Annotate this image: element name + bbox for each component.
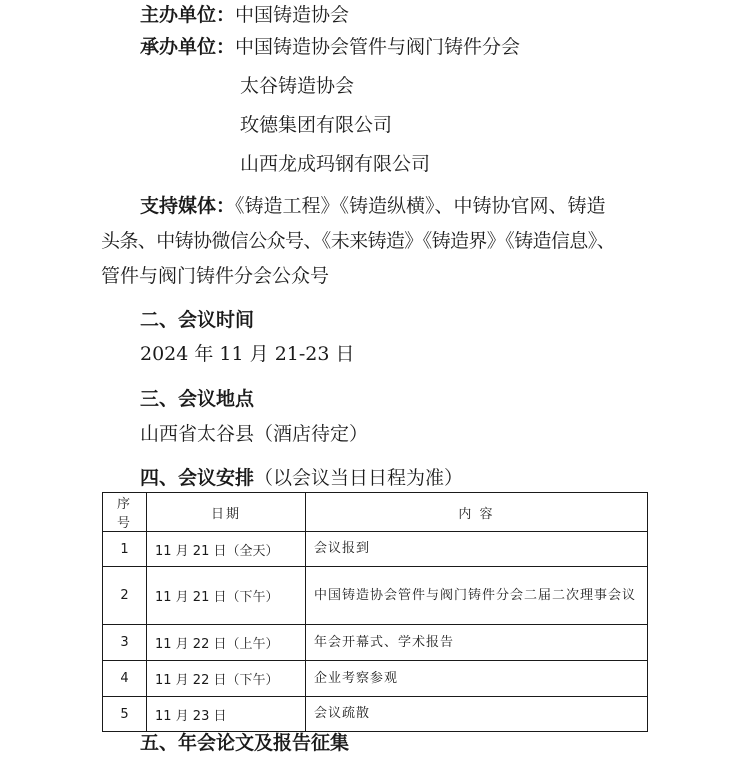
table-row — [103, 567, 648, 625]
meeting-date: 2024 年 11 月 21-23 日 — [140, 343, 355, 365]
row-content: 会议疏散 — [306, 697, 648, 732]
row-date: 11 月 22 日（上午） — [147, 625, 306, 661]
row-date: 11 月 21 日（下午） — [147, 567, 306, 625]
row-content: 会议报到 — [306, 532, 648, 567]
row-no: 4 — [103, 661, 147, 697]
row-content: 年会开幕式、学术报告 — [306, 625, 648, 661]
section-time-heading: 二、会议时间 — [140, 309, 255, 331]
table-row — [103, 661, 648, 697]
header-no: 序号 — [103, 493, 147, 532]
section-agenda-heading: 四、会议安排 — [140, 467, 255, 489]
schedule-table — [102, 492, 648, 732]
co-organizer-value-2: 太谷铸造协会 — [240, 75, 355, 97]
co-organizer-value-4: 山西龙成玛钢有限公司 — [240, 153, 431, 175]
media-text-1: 《铸造工程》《铸造纵横》、中铸协官网、铸造 — [235, 195, 606, 217]
media-line-1 — [140, 194, 606, 218]
row-no: 1 — [103, 532, 147, 567]
section-agenda-heading-line — [140, 466, 463, 490]
co-organizer-label: 承办单位： — [140, 36, 236, 58]
row-date: 11 月 23 日 — [147, 697, 306, 732]
section-agenda-note: （以会议当日日程为准） — [254, 467, 464, 489]
row-no: 5 — [103, 697, 147, 732]
meeting-venue: 山西省太谷县（酒店待定） — [140, 423, 369, 445]
co-organizer-value-1: 中国铸造协会管件与阀门铸件分会 — [235, 36, 521, 58]
media-label: 支持媒体： — [140, 195, 236, 217]
header-date: 日期 — [147, 493, 306, 532]
table-row — [103, 532, 648, 567]
media-text-2: 头条、中铸协微信公众号、《未来铸造》《铸造界》《铸造信息》、 — [101, 230, 616, 252]
row-date: 11 月 21 日（全天） — [147, 532, 306, 567]
row-date: 11 月 22 日（下午） — [147, 661, 306, 697]
co-organizer-value-3: 玫德集团有限公司 — [240, 114, 393, 136]
table-row — [103, 697, 648, 732]
table-row — [103, 625, 648, 661]
header-content: 内 容 — [306, 493, 648, 532]
section-papers-heading: 五、年会论文及报告征集 — [140, 732, 350, 754]
section-venue-heading: 三、会议地点 — [140, 388, 255, 410]
row-content: 企业考察参观 — [306, 661, 648, 697]
table-header-row — [103, 493, 648, 532]
row-content: 中国铸造协会管件与阀门铸件分会二届二次理事会议 — [306, 567, 648, 625]
row-no: 3 — [103, 625, 147, 661]
organizer-label: 主办单位： — [140, 4, 236, 26]
co-organizer-line — [140, 35, 520, 59]
organizer-line — [140, 3, 349, 27]
media-text-3: 管件与阀门铸件分会公众号 — [101, 265, 330, 287]
row-no: 2 — [103, 567, 147, 625]
organizer-value: 中国铸造协会 — [235, 4, 350, 26]
